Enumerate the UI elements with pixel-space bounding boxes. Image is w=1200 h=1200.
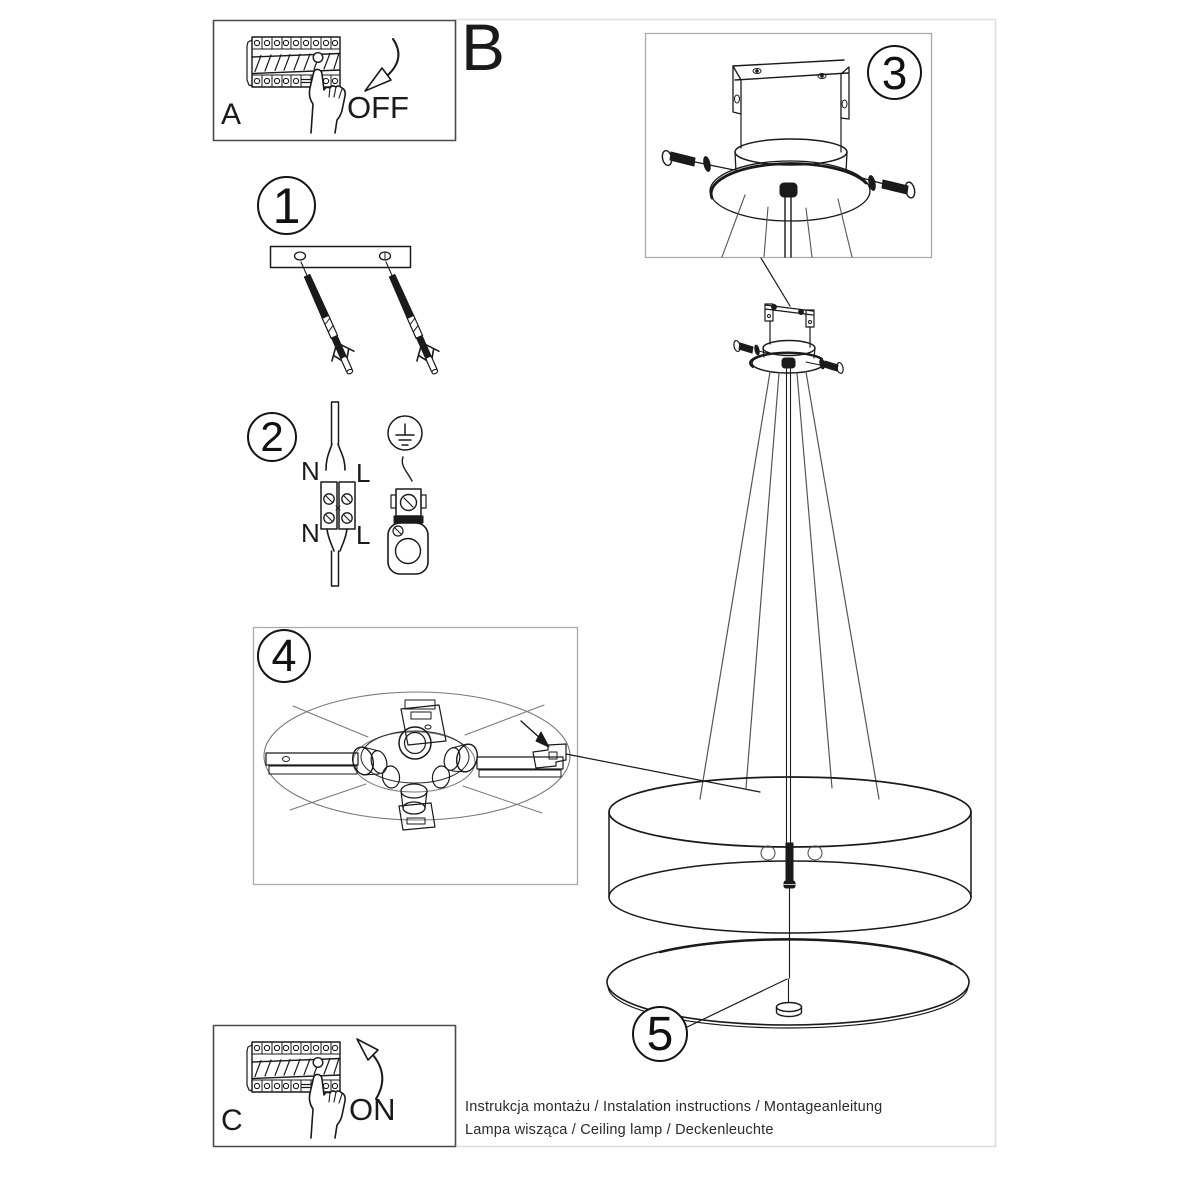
section-label-b: B [461, 10, 506, 84]
step2-wiring-art [321, 402, 428, 586]
lamp-assembly-art [566, 304, 971, 1029]
step-number-4: 4 [271, 630, 297, 681]
step-circle-2 [247, 412, 297, 462]
step-circle-5 [632, 1006, 688, 1062]
off-arrow-icon [365, 39, 398, 91]
on-arrow-icon [357, 1039, 382, 1099]
step-circle-4 [257, 629, 311, 683]
box-label-a: A [221, 98, 242, 131]
wire-label-l-bottom: L [356, 520, 371, 550]
wire-label-l-top: L [356, 458, 371, 488]
step-number-1: 1 [272, 177, 301, 234]
wire-label-n-bottom: N [301, 518, 320, 548]
step-number-2: 2 [260, 413, 284, 460]
breaker-box-on [214, 1026, 456, 1147]
breaker-box-off [214, 21, 456, 141]
step-circle-3 [867, 45, 922, 100]
step-number-3: 3 [881, 46, 908, 99]
on-state-label: ON [349, 1092, 396, 1127]
step1-anchors-art [271, 247, 447, 379]
step-number-5: 5 [646, 1007, 674, 1061]
step-circle-1 [257, 176, 316, 235]
clip-arrow-icon [521, 721, 549, 747]
footer-line-2: Lampa wisząca / Ceiling lamp / Deckenleuchte [465, 1122, 774, 1138]
wire-label-n-top: N [301, 456, 320, 486]
box-label-c: C [221, 1104, 243, 1137]
off-state-label: OFF [347, 90, 409, 125]
footer-line-1: Instrukcja montażu / Instalation instructions / Montageanleitung [465, 1099, 883, 1115]
